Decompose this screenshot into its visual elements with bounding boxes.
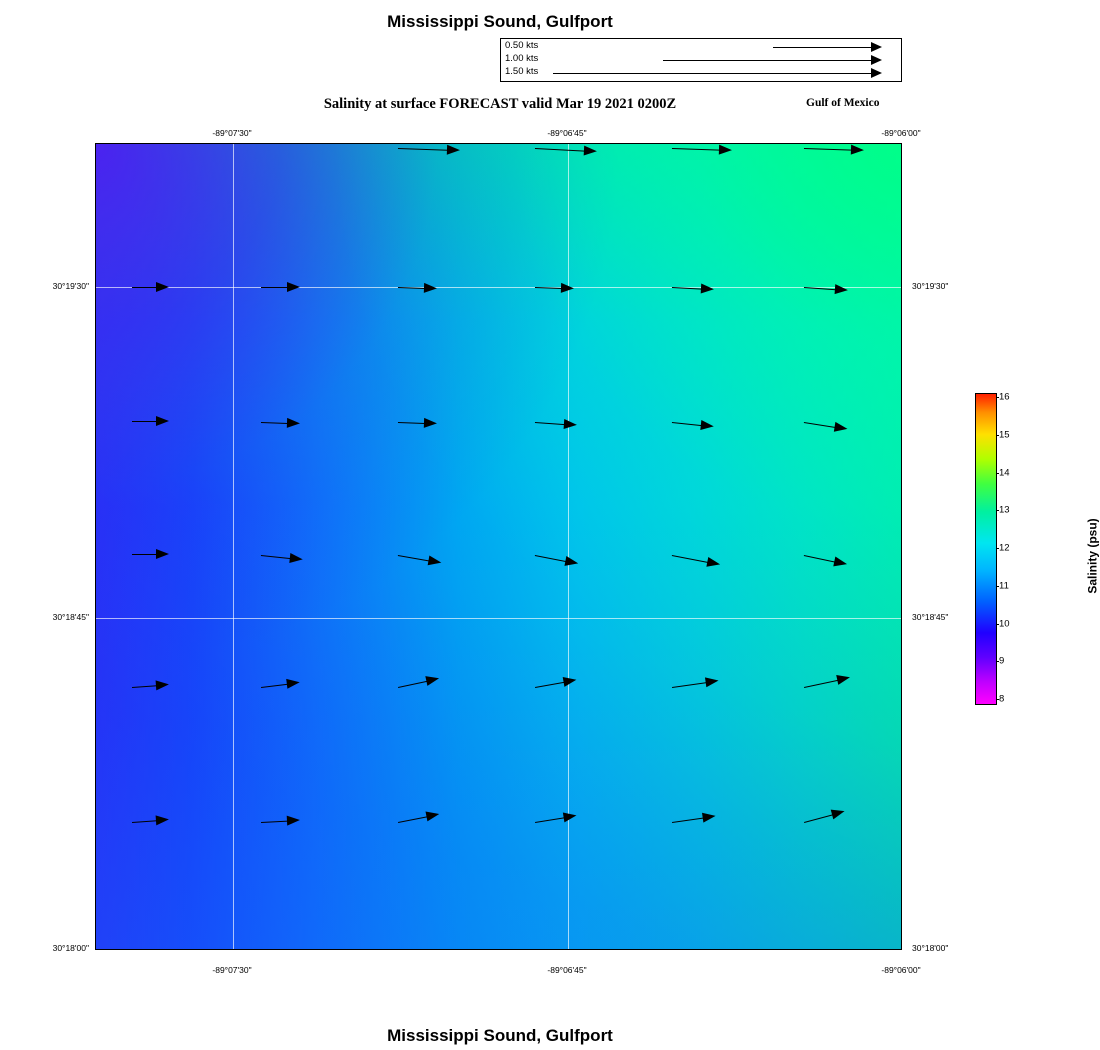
- vector-arrowhead-icon: [428, 555, 443, 567]
- current-vector-arrow: [261, 820, 300, 822]
- vector-shaft: [671, 554, 708, 562]
- vector-arrowhead-icon: [156, 549, 169, 559]
- current-vector-arrow: [535, 680, 576, 687]
- vector-arrowhead-icon: [287, 814, 301, 825]
- vector-legend-label: 1.50 kts: [505, 66, 539, 77]
- vector-legend-label: 0.50 kts: [505, 40, 539, 51]
- vector-arrowhead-icon: [704, 675, 718, 687]
- vector-arrowhead-icon: [287, 417, 300, 427]
- vector-arrowhead-icon: [156, 679, 170, 690]
- vector-arrowhead-icon: [287, 282, 300, 292]
- vector-scale-legend: [500, 38, 902, 82]
- colorbar-tick-label: 12: [999, 542, 1010, 554]
- vector-shaft: [398, 421, 425, 423]
- colorbar-tick-label: 9: [999, 655, 1005, 667]
- current-vector-arrow: [672, 287, 714, 289]
- current-vector-arrow: [535, 287, 574, 288]
- vector-legend-row: [501, 66, 901, 80]
- vector-arrowhead-icon: [835, 421, 849, 433]
- vector-arrowhead-icon: [425, 673, 440, 685]
- map-plot-area: [95, 143, 902, 950]
- colorbar-tick-label: 16: [999, 391, 1010, 403]
- current-vector-arrow: [672, 681, 718, 688]
- lon-tick-label-top: -89°07'30": [212, 128, 252, 138]
- vector-shaft: [398, 816, 428, 823]
- vector-shaft: [804, 148, 852, 151]
- vector-shaft: [671, 817, 703, 823]
- lat-tick-label-right: 30°19'30": [912, 281, 949, 291]
- current-vector-arrow: [398, 148, 460, 150]
- colorbar-tick-mark: [996, 699, 999, 700]
- current-vector-layer: [96, 144, 901, 949]
- colorbar-tick-label: 13: [999, 504, 1010, 516]
- vector-shaft: [672, 287, 702, 290]
- colorbar-tick-mark: [996, 548, 999, 549]
- lon-tick-label-bottom: -89°06'45": [547, 965, 587, 975]
- colorbar-tick-mark: [996, 661, 999, 662]
- vector-shaft: [804, 814, 833, 823]
- vector-arrowhead-icon: [700, 419, 714, 430]
- lat-tick-label-left: 30°19'30": [52, 281, 89, 291]
- current-vector-arrow: [535, 148, 597, 151]
- vector-arrowhead-icon: [836, 672, 851, 684]
- colorbar-tick-label: 10: [999, 618, 1010, 629]
- vector-shaft: [261, 287, 288, 288]
- colorbar-tick-label: 11: [999, 580, 1009, 592]
- vector-shaft: [535, 148, 585, 152]
- vector-shaft: [804, 421, 836, 427]
- vector-shaft: [132, 421, 157, 422]
- vector-arrowhead-icon: [424, 417, 437, 427]
- current-vector-arrow: [535, 555, 579, 563]
- vector-shaft: [671, 682, 706, 688]
- vector-shaft: [672, 148, 720, 151]
- current-vector-arrow: [261, 422, 300, 423]
- current-vector-arrow: [672, 816, 716, 822]
- current-vector-arrow: [132, 819, 169, 822]
- vector-legend-label: 1.00 kts: [505, 53, 539, 64]
- vector-shaft: [804, 287, 836, 290]
- vector-shaft: [398, 554, 430, 561]
- current-vector-arrow: [804, 811, 844, 822]
- vector-shaft: [663, 60, 871, 61]
- vector-arrowhead-icon: [447, 144, 460, 154]
- vector-shaft: [132, 287, 157, 288]
- current-vector-arrow: [261, 683, 300, 688]
- vector-shaft: [398, 287, 425, 289]
- region-label: Gulf of Mexico: [806, 97, 880, 109]
- vector-arrowhead-icon: [700, 283, 714, 294]
- vector-shaft: [261, 554, 291, 558]
- page-title: Mississippi Sound, Gulfport: [387, 12, 613, 31]
- colorbar-tick-mark: [996, 510, 999, 511]
- vector-arrowhead-icon: [156, 814, 170, 825]
- lon-tick-label-top: -89°06'45": [547, 128, 587, 138]
- vector-shaft: [773, 47, 871, 48]
- vector-arrowhead-icon: [851, 144, 864, 154]
- current-vector-arrow: [672, 422, 714, 426]
- current-vector-arrow: [535, 422, 577, 425]
- lon-tick-label-bottom: -89°07'30": [212, 965, 252, 975]
- current-vector-arrow: [398, 422, 437, 423]
- vector-shaft: [132, 820, 157, 823]
- vector-arrowhead-icon: [831, 806, 846, 819]
- vector-legend-row: [501, 40, 901, 54]
- vector-shaft: [535, 817, 565, 823]
- vector-arrowhead-icon: [289, 552, 303, 563]
- colorbar-tick-mark: [996, 586, 999, 587]
- vector-shaft: [398, 148, 448, 151]
- colorbar: [975, 391, 1010, 705]
- vector-arrowhead-icon: [835, 284, 849, 295]
- colorbar-tick-mark: [996, 397, 999, 398]
- vector-shaft: [261, 684, 288, 689]
- chart-subtitle: Salinity at surface FORECAST valid Mar 19 2021 0200Z: [323, 96, 677, 112]
- vector-arrowhead-icon: [563, 418, 577, 429]
- vector-arrowhead-icon: [425, 808, 440, 820]
- vector-arrowhead-icon: [718, 144, 731, 154]
- vector-shaft: [261, 820, 288, 823]
- lat-tick-label-right: 30°18'00": [912, 943, 949, 953]
- vector-arrowhead-icon: [562, 810, 576, 822]
- current-vector-arrow: [672, 148, 731, 150]
- vector-arrowhead-icon: [871, 42, 882, 52]
- current-vector-arrow: [672, 555, 720, 564]
- current-vector-arrow: [804, 287, 848, 290]
- vector-arrowhead-icon: [562, 675, 577, 687]
- current-vector-arrow: [132, 685, 169, 688]
- colorbar-tick-label: 8: [999, 693, 1005, 705]
- current-vector-arrow: [535, 815, 576, 822]
- colorbar-axis-label: Salinity (psu): [1085, 518, 1100, 594]
- vector-shaft: [132, 685, 157, 688]
- vector-shaft: [535, 287, 562, 289]
- vector-shaft: [553, 73, 871, 74]
- vector-arrowhead-icon: [156, 282, 169, 292]
- lon-tick-label-top: -89°06'00": [881, 128, 921, 138]
- vector-arrowhead-icon: [871, 55, 882, 65]
- vector-arrowhead-icon: [156, 416, 169, 426]
- colorbar-gradient: [975, 393, 997, 705]
- vector-arrowhead-icon: [871, 68, 882, 78]
- lat-tick-label-left: 30°18'45": [52, 612, 89, 622]
- current-vector-arrow: [804, 555, 847, 564]
- footer-title: Mississippi Sound, Gulfport: [387, 1026, 613, 1045]
- vector-shaft: [804, 680, 838, 688]
- lat-tick-label-right: 30°18'45": [912, 612, 949, 622]
- vector-shaft: [132, 554, 157, 555]
- lon-tick-label-bottom: -89°06'00": [881, 965, 921, 975]
- colorbar-tick-label: 14: [999, 467, 1010, 478]
- vector-arrowhead-icon: [565, 555, 580, 567]
- vector-shaft: [261, 421, 288, 423]
- vector-arrowhead-icon: [424, 283, 437, 293]
- current-vector-arrow: [804, 678, 850, 688]
- vector-shaft: [535, 421, 565, 424]
- current-vector-arrow: [804, 422, 848, 429]
- vector-shaft: [535, 682, 565, 688]
- vector-arrowhead-icon: [702, 810, 716, 822]
- current-vector-arrow: [398, 555, 442, 563]
- vector-arrowhead-icon: [583, 145, 597, 156]
- vector-arrowhead-icon: [706, 556, 721, 568]
- current-vector-arrow: [398, 679, 439, 688]
- colorbar-tick-mark: [996, 624, 999, 625]
- current-vector-arrow: [261, 555, 303, 559]
- current-vector-arrow: [398, 814, 439, 822]
- vector-shaft: [398, 681, 427, 688]
- colorbar-tick-mark: [996, 435, 999, 436]
- vector-shaft: [804, 554, 836, 562]
- vector-arrowhead-icon: [286, 677, 300, 689]
- vector-shaft: [535, 554, 567, 561]
- colorbar-tick-label: 15: [999, 429, 1010, 441]
- vector-shaft: [671, 421, 701, 425]
- lat-tick-label-left: 30°18'00": [52, 943, 89, 953]
- colorbar-tick-mark: [996, 473, 999, 474]
- vector-arrowhead-icon: [561, 283, 574, 293]
- vector-legend-row: [501, 53, 901, 67]
- current-vector-arrow: [804, 148, 863, 150]
- current-vector-arrow: [398, 287, 437, 288]
- vector-arrowhead-icon: [834, 556, 849, 568]
